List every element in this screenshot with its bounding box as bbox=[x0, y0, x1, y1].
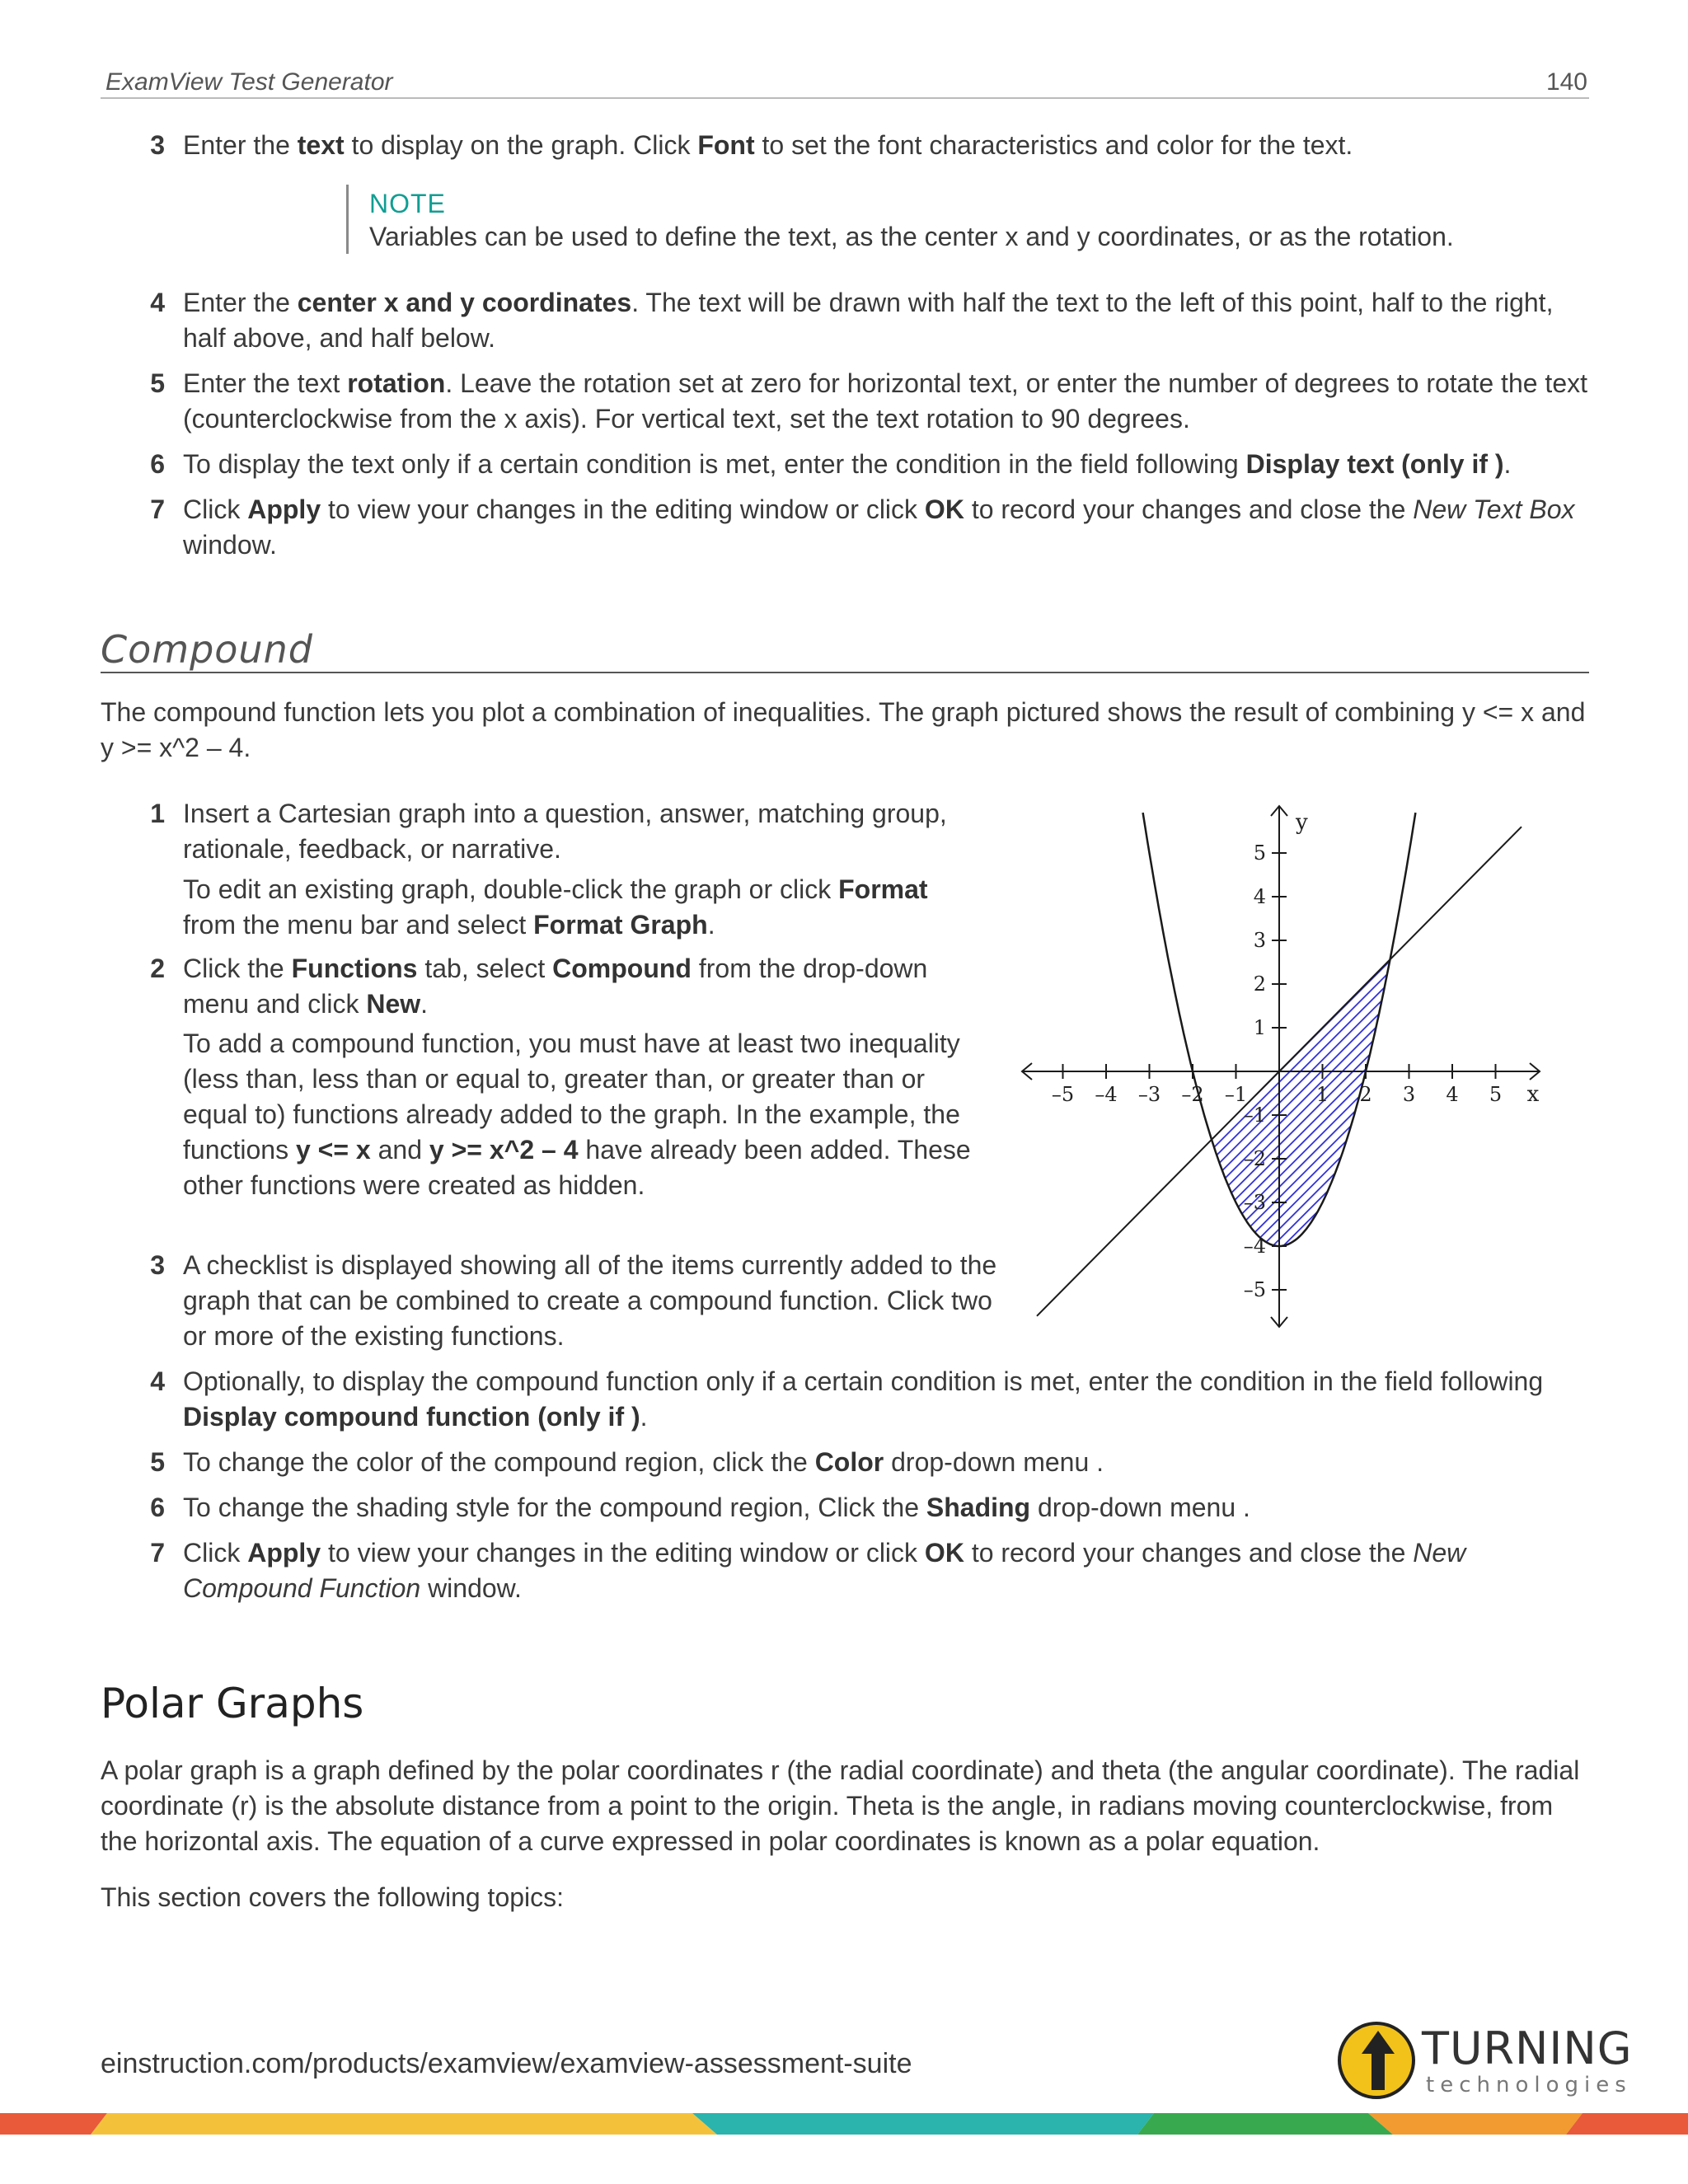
text-run: and bbox=[370, 1135, 429, 1165]
step-text bbox=[183, 447, 1601, 482]
bold-term: Shading bbox=[926, 1493, 1031, 1522]
text-run: To change the color of the compound region, click the bbox=[183, 1447, 815, 1477]
text-run: window. bbox=[183, 530, 277, 560]
x-tick-label: 1 bbox=[1315, 1083, 1329, 1106]
note-title: NOTE bbox=[369, 189, 446, 218]
bold-term: Display compound function (only if ) bbox=[183, 1402, 640, 1432]
y-tick-label: –2 bbox=[1243, 1147, 1266, 1170]
x-tick-label: 5 bbox=[1489, 1083, 1503, 1106]
compound-graph bbox=[1015, 799, 1548, 1333]
bold-term: center x and y coordinates bbox=[297, 288, 632, 317]
text-run: to view your changes in the editing window or click bbox=[321, 494, 925, 524]
y-tick-label: –5 bbox=[1243, 1278, 1266, 1301]
y-tick-label: 2 bbox=[1253, 972, 1266, 996]
bold-term: Format bbox=[838, 874, 928, 904]
text-run: to display on the graph. Click bbox=[344, 130, 698, 160]
text-run: to set the font characteristics and color for the text. bbox=[754, 130, 1353, 160]
bold-term: Color bbox=[814, 1447, 884, 1477]
text-run: Enter the bbox=[183, 288, 298, 317]
text-run: drop-down menu . bbox=[1030, 1493, 1250, 1522]
text-run: Click bbox=[183, 494, 248, 524]
y-tick-label: –3 bbox=[1243, 1191, 1266, 1214]
x-tick-label: 4 bbox=[1446, 1083, 1459, 1106]
text-run: . bbox=[640, 1402, 648, 1432]
y-tick-label: 4 bbox=[1253, 885, 1266, 908]
bold-term: OK bbox=[924, 1538, 964, 1568]
x-tick-label: –1 bbox=[1224, 1083, 1248, 1106]
text-run: Enter the bbox=[183, 130, 298, 160]
step-number: 6 bbox=[150, 1493, 165, 1522]
section-title-polar: Polar Graphs bbox=[101, 1680, 364, 1727]
text-run: Click the bbox=[183, 954, 292, 983]
text-run: A checklist is displayed showing all of the items currently added to the graph that can be combined to create a compound function. Click two or more of the existing functions. bbox=[183, 1250, 997, 1351]
step-number: 7 bbox=[150, 494, 165, 524]
text-run: from the drop-down menu and click bbox=[183, 954, 928, 1019]
step-text bbox=[183, 366, 1601, 437]
step-number: 7 bbox=[150, 1538, 165, 1568]
bold-term: Compound bbox=[552, 954, 692, 983]
y-tick-label: 1 bbox=[1253, 1016, 1266, 1039]
header-divider bbox=[101, 97, 1589, 99]
bold-term: y >= x^2 – 4 bbox=[429, 1135, 579, 1165]
step-text bbox=[183, 1445, 1601, 1480]
y-tick-label: –4 bbox=[1243, 1235, 1266, 1258]
logo-word: TURNING bbox=[1422, 2022, 1633, 2074]
step-text bbox=[183, 1490, 1601, 1526]
x-tick-label: –5 bbox=[1051, 1083, 1075, 1106]
text-run: . The text will be drawn with half the text to the left of this point, half to the right, half above, and half below. bbox=[183, 288, 1554, 353]
running-header-title: ExamView Test Generator bbox=[106, 68, 393, 96]
step-text bbox=[183, 1535, 1518, 1606]
text-run: Click bbox=[183, 1538, 248, 1568]
bold-term: Apply bbox=[247, 1538, 321, 1568]
text-run: window. bbox=[420, 1573, 522, 1603]
text-run: drop-down menu . bbox=[884, 1447, 1104, 1477]
step-text bbox=[183, 128, 1601, 163]
note-text: Variables can be used to define the text, as the center x and y coordinates, or as the rotation. bbox=[369, 222, 1454, 251]
text-run: . Leave the rotation set at zero for horizontal text, or enter the number of degrees to rotate the text (counterclockwise from the x axis). For vertical text, set the text rotation to 90 degrees. bbox=[183, 368, 1587, 434]
text-run: . bbox=[1503, 449, 1512, 479]
section-divider bbox=[101, 672, 1589, 673]
step-number: 3 bbox=[150, 1250, 165, 1280]
y-tick-label: 3 bbox=[1253, 929, 1266, 952]
step-text bbox=[183, 492, 1601, 563]
note-bar bbox=[346, 185, 349, 254]
italic-term: New Text Box bbox=[1413, 494, 1575, 524]
turning-technologies-logo bbox=[1335, 2018, 1640, 2100]
bold-term: Apply bbox=[247, 494, 321, 524]
text-run: from the menu bar and select bbox=[183, 910, 534, 940]
text-run: To edit an existing graph, double-click the graph or click bbox=[183, 874, 839, 904]
y-tick-label: 5 bbox=[1253, 841, 1266, 865]
step-text bbox=[183, 1026, 974, 1203]
x-tick-label: –4 bbox=[1095, 1083, 1118, 1106]
text-run: have already been added. These other functions were created as hidden. bbox=[183, 1135, 971, 1200]
text-run: Enter the text bbox=[183, 368, 348, 398]
bold-term: New bbox=[366, 989, 421, 1019]
step-text bbox=[183, 796, 974, 867]
footer-url[interactable]: einstruction.com/products/examview/examview-assessment-suite bbox=[101, 2048, 912, 2079]
footer-color-stripe bbox=[0, 2113, 1688, 2135]
y-axis-label: y bbox=[1296, 810, 1308, 835]
step-number: 2 bbox=[150, 954, 165, 983]
text-run: To display the text only if a certain condition is met, enter the condition in the field following bbox=[183, 449, 1246, 479]
bold-term: OK bbox=[924, 494, 964, 524]
text-run: To change the shading style for the compound region, Click the bbox=[183, 1493, 926, 1522]
bold-term: text bbox=[297, 130, 345, 160]
step-number: 6 bbox=[150, 449, 165, 479]
step-text bbox=[183, 951, 974, 1022]
step-number: 1 bbox=[150, 799, 165, 828]
y-tick-label: –1 bbox=[1243, 1104, 1266, 1127]
x-tick-label: –3 bbox=[1137, 1083, 1161, 1106]
polar-intro: A polar graph is a graph defined by the polar coordinates r (the radial coordinate) and theta (the angular coordinate). The radial coordinate (r) is the absolute distance from a point to the origin. Theta is the angle, in radians moving counterclockwise, from the horizontal axis. The equation of a curve expressed in polar coordinates is known as a polar equation. bbox=[101, 1755, 1580, 1856]
bold-term: Format Graph bbox=[533, 910, 708, 940]
step-number: 4 bbox=[150, 1366, 165, 1396]
text-run: tab, select bbox=[417, 954, 553, 983]
text-run: to record your changes and close the bbox=[964, 1538, 1414, 1568]
text-run: Optionally, to display the compound function only if a certain condition is met, enter the condition in the field following bbox=[183, 1366, 1544, 1396]
step-number: 5 bbox=[150, 1447, 165, 1477]
section-title-compound: Compound bbox=[101, 627, 313, 672]
text-run: Insert a Cartesian graph into a question, answer, matching group, rationale, feedback, or narrative. bbox=[183, 799, 947, 864]
step-text bbox=[183, 1248, 1007, 1354]
logo-sub: technologies bbox=[1426, 2073, 1632, 2097]
bold-term: y <= x bbox=[295, 1135, 371, 1165]
text-run: To add a compound function, you must have at least two inequality (less than, less than or equal to, greater than, or greater than or equal to) functions already added to the graph. In the example, the functions bbox=[183, 1029, 960, 1165]
step-number: 4 bbox=[150, 288, 165, 317]
polar-topics-line: This section covers the following topics: bbox=[101, 1882, 565, 1912]
step-number: 5 bbox=[150, 368, 165, 398]
bold-term: Font bbox=[697, 130, 755, 160]
bold-term: rotation bbox=[347, 368, 446, 398]
step-text bbox=[183, 872, 974, 943]
x-tick-label: –2 bbox=[1181, 1083, 1204, 1106]
text-run: . bbox=[420, 989, 429, 1019]
page-number: 140 bbox=[1545, 68, 1587, 96]
step-number: 3 bbox=[150, 130, 165, 160]
x-axis-label: x bbox=[1526, 1082, 1540, 1107]
x-tick-label: 3 bbox=[1402, 1083, 1416, 1106]
text-run: to record your changes and close the bbox=[964, 494, 1414, 524]
text-run: . bbox=[707, 910, 715, 940]
compound-intro: The compound function lets you plot a combination of inequalities. The graph pictured shows the result of combining y <= x and y >= x^2 – 4. bbox=[101, 697, 1586, 762]
step-text bbox=[183, 1364, 1601, 1435]
italic-term: New Compound Function bbox=[183, 1538, 1466, 1603]
text-run: to view your changes in the editing window or click bbox=[321, 1538, 925, 1568]
bold-term: Functions bbox=[291, 954, 418, 983]
step-text bbox=[183, 285, 1601, 356]
bold-term: Display text (only if ) bbox=[1245, 449, 1504, 479]
x-tick-label: 2 bbox=[1359, 1083, 1372, 1106]
